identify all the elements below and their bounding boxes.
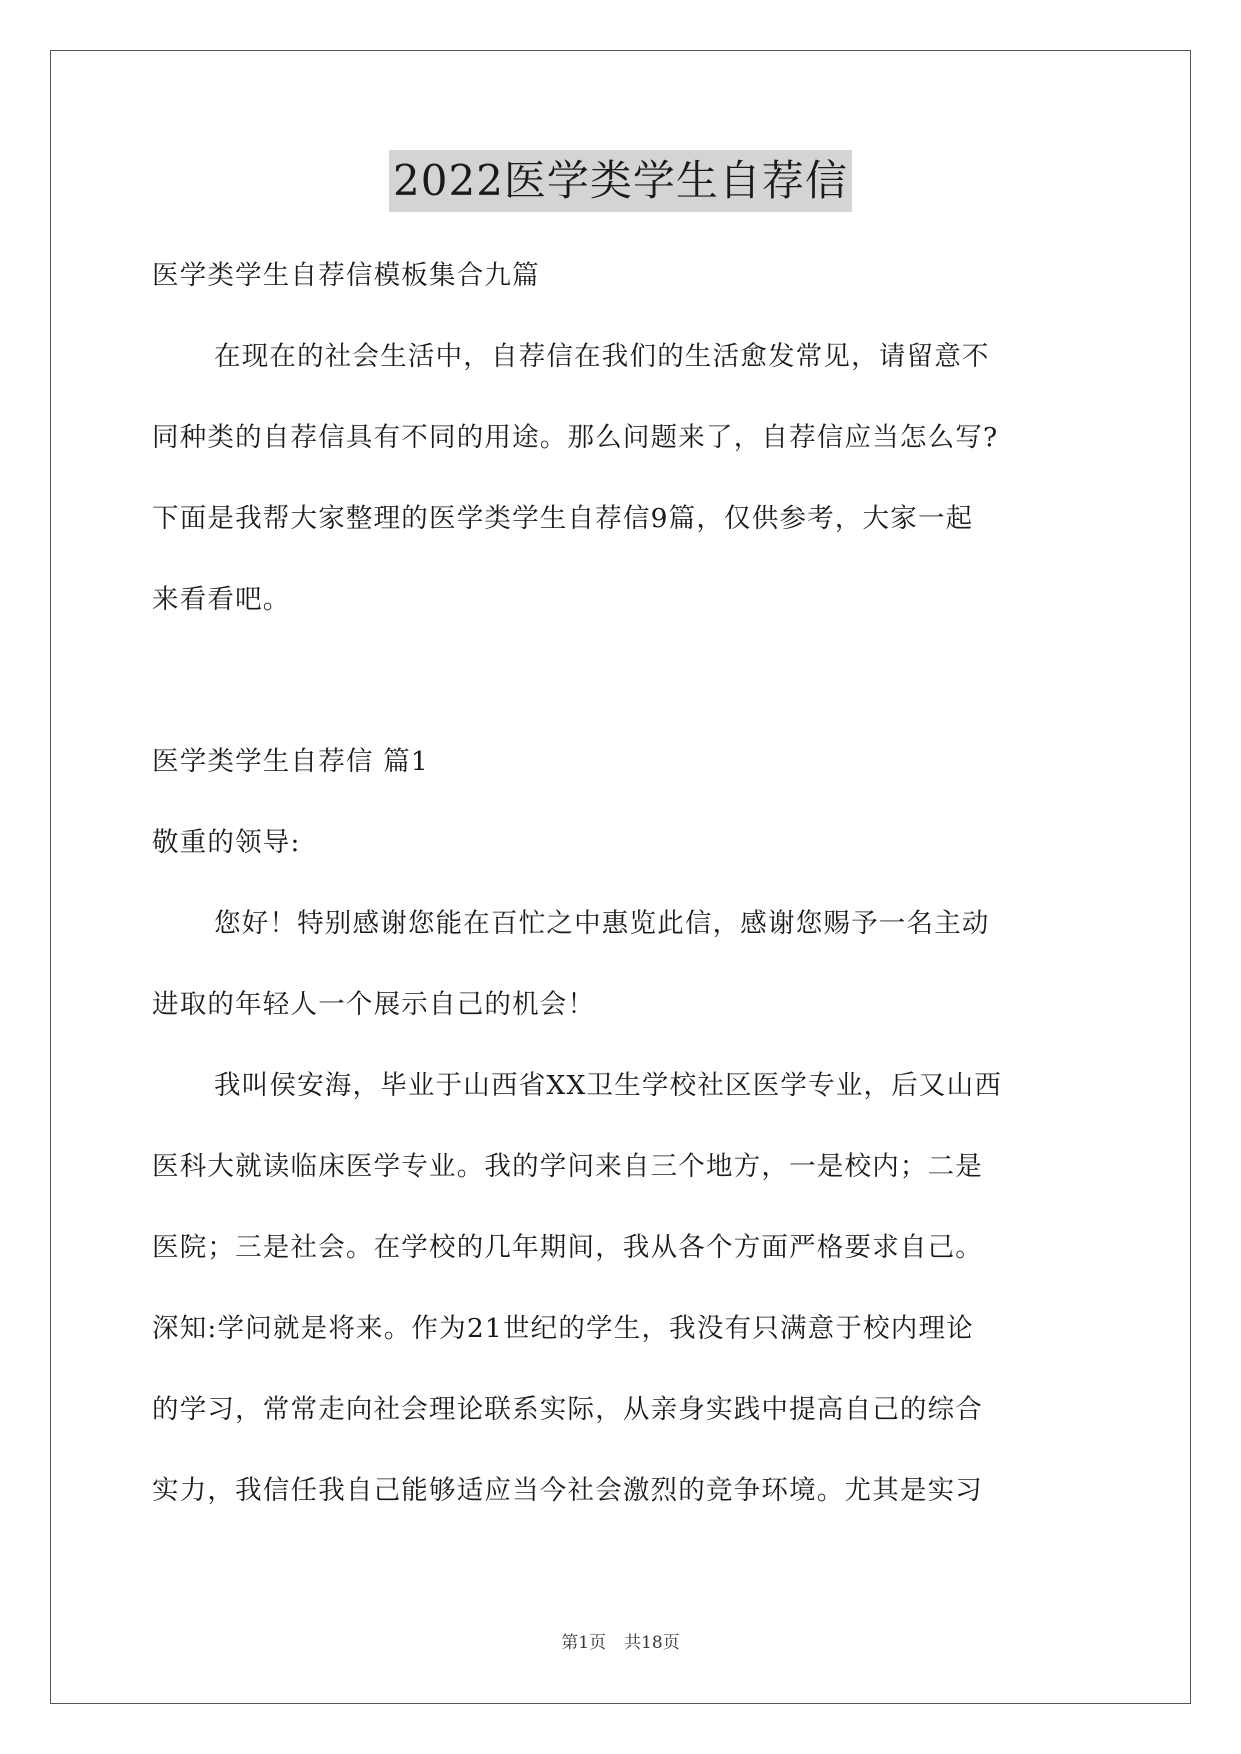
document-body <box>152 235 1098 1531</box>
paragraph-line: 您好！特别感谢您能在百忙之中惠览此信，感谢您赐予一名主动 <box>214 908 990 939</box>
title-container <box>0 150 1241 212</box>
blank-line <box>152 640 1098 721</box>
section-heading: 医学类学生自荐信 篇1 <box>152 746 429 777</box>
page-number: 第1页 <box>561 1633 607 1653</box>
paragraph-line: 的学习，常常走向社会理论联系实际，从亲身实践中提高自己的综合 <box>152 1394 983 1425</box>
intro-line: 下面是我帮大家整理的医学类学生自荐信9篇，仅供参考，大家一起 <box>152 503 974 534</box>
document-title: 2022医学类学生自荐信 <box>389 150 852 212</box>
intro-line: 在现在的社会生活中，自荐信在我们的生活愈发常见，请留意不 <box>214 341 990 372</box>
intro-line: 来看看吧。 <box>152 584 291 615</box>
intro-line: 同种类的自荐信具有不同的用途。那么问题来了，自荐信应当怎么写? <box>152 422 999 453</box>
paragraph-line: 医科大就读临床医学专业。我的学问来自三个地方，一是校内；二是 <box>152 1151 983 1182</box>
document-subtitle: 医学类学生自荐信模板集合九篇 <box>152 260 540 291</box>
paragraph-line: 进取的年轻人一个展示自己的机会！ <box>152 989 596 1020</box>
paragraph-line: 医院；三是社会。在学校的几年期间，我从各个方面严格要求自己。 <box>152 1232 983 1263</box>
paragraph-line: 深知:学问就是将来。作为21世纪的学生，我没有只满意于校内理论 <box>152 1313 974 1344</box>
paragraph-line: 实力，我信任我自己能够适应当今社会激烈的竞争环境。尤其是实习 <box>152 1475 983 1506</box>
page-footer <box>0 1628 1241 1653</box>
salutation: 敬重的领导: <box>152 827 301 858</box>
paragraph-line: 我叫侯安海，毕业于山西省XX卫生学校社区医学专业，后又山西 <box>214 1070 1003 1101</box>
page-total: 共18页 <box>624 1633 680 1653</box>
